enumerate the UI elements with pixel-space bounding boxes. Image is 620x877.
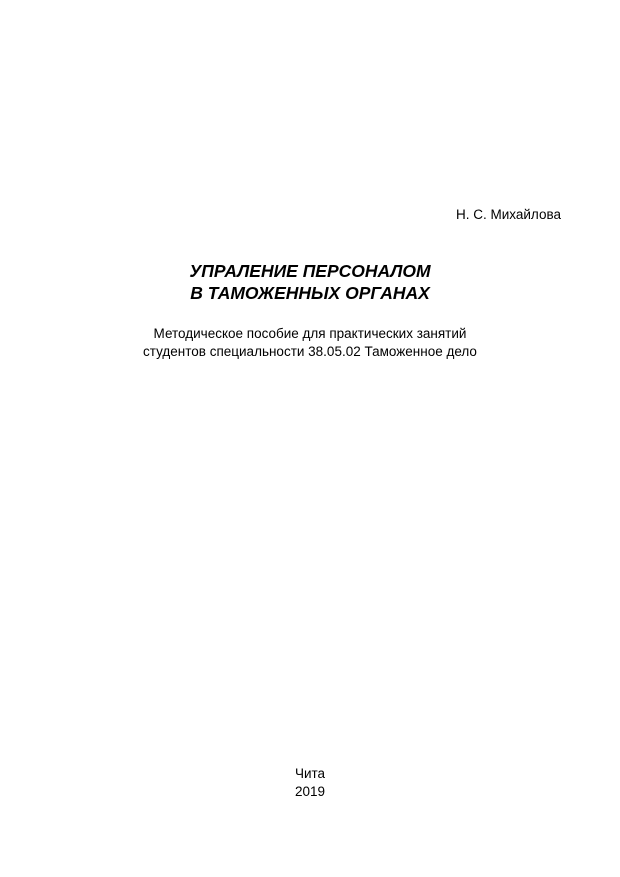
subtitle-line-1: Методическое пособие для практических занятий bbox=[153, 326, 467, 341]
document-title bbox=[0, 260, 620, 304]
imprint bbox=[0, 765, 620, 801]
subtitle-line-2: студентов специальности 38.05.02 Таможенное дело bbox=[143, 344, 477, 359]
document-subtitle bbox=[0, 325, 620, 361]
author-name: Н. С. Михайлова bbox=[455, 207, 561, 222]
imprint-year: 2019 bbox=[294, 784, 326, 799]
title-line-1: УПРАЛЕНИЕ ПЕРСОНАЛОМ bbox=[189, 261, 431, 281]
title-line-2: В ТАМОЖЕННЫХ ОРГАНАХ bbox=[190, 283, 430, 303]
imprint-city: Чита bbox=[294, 766, 326, 781]
